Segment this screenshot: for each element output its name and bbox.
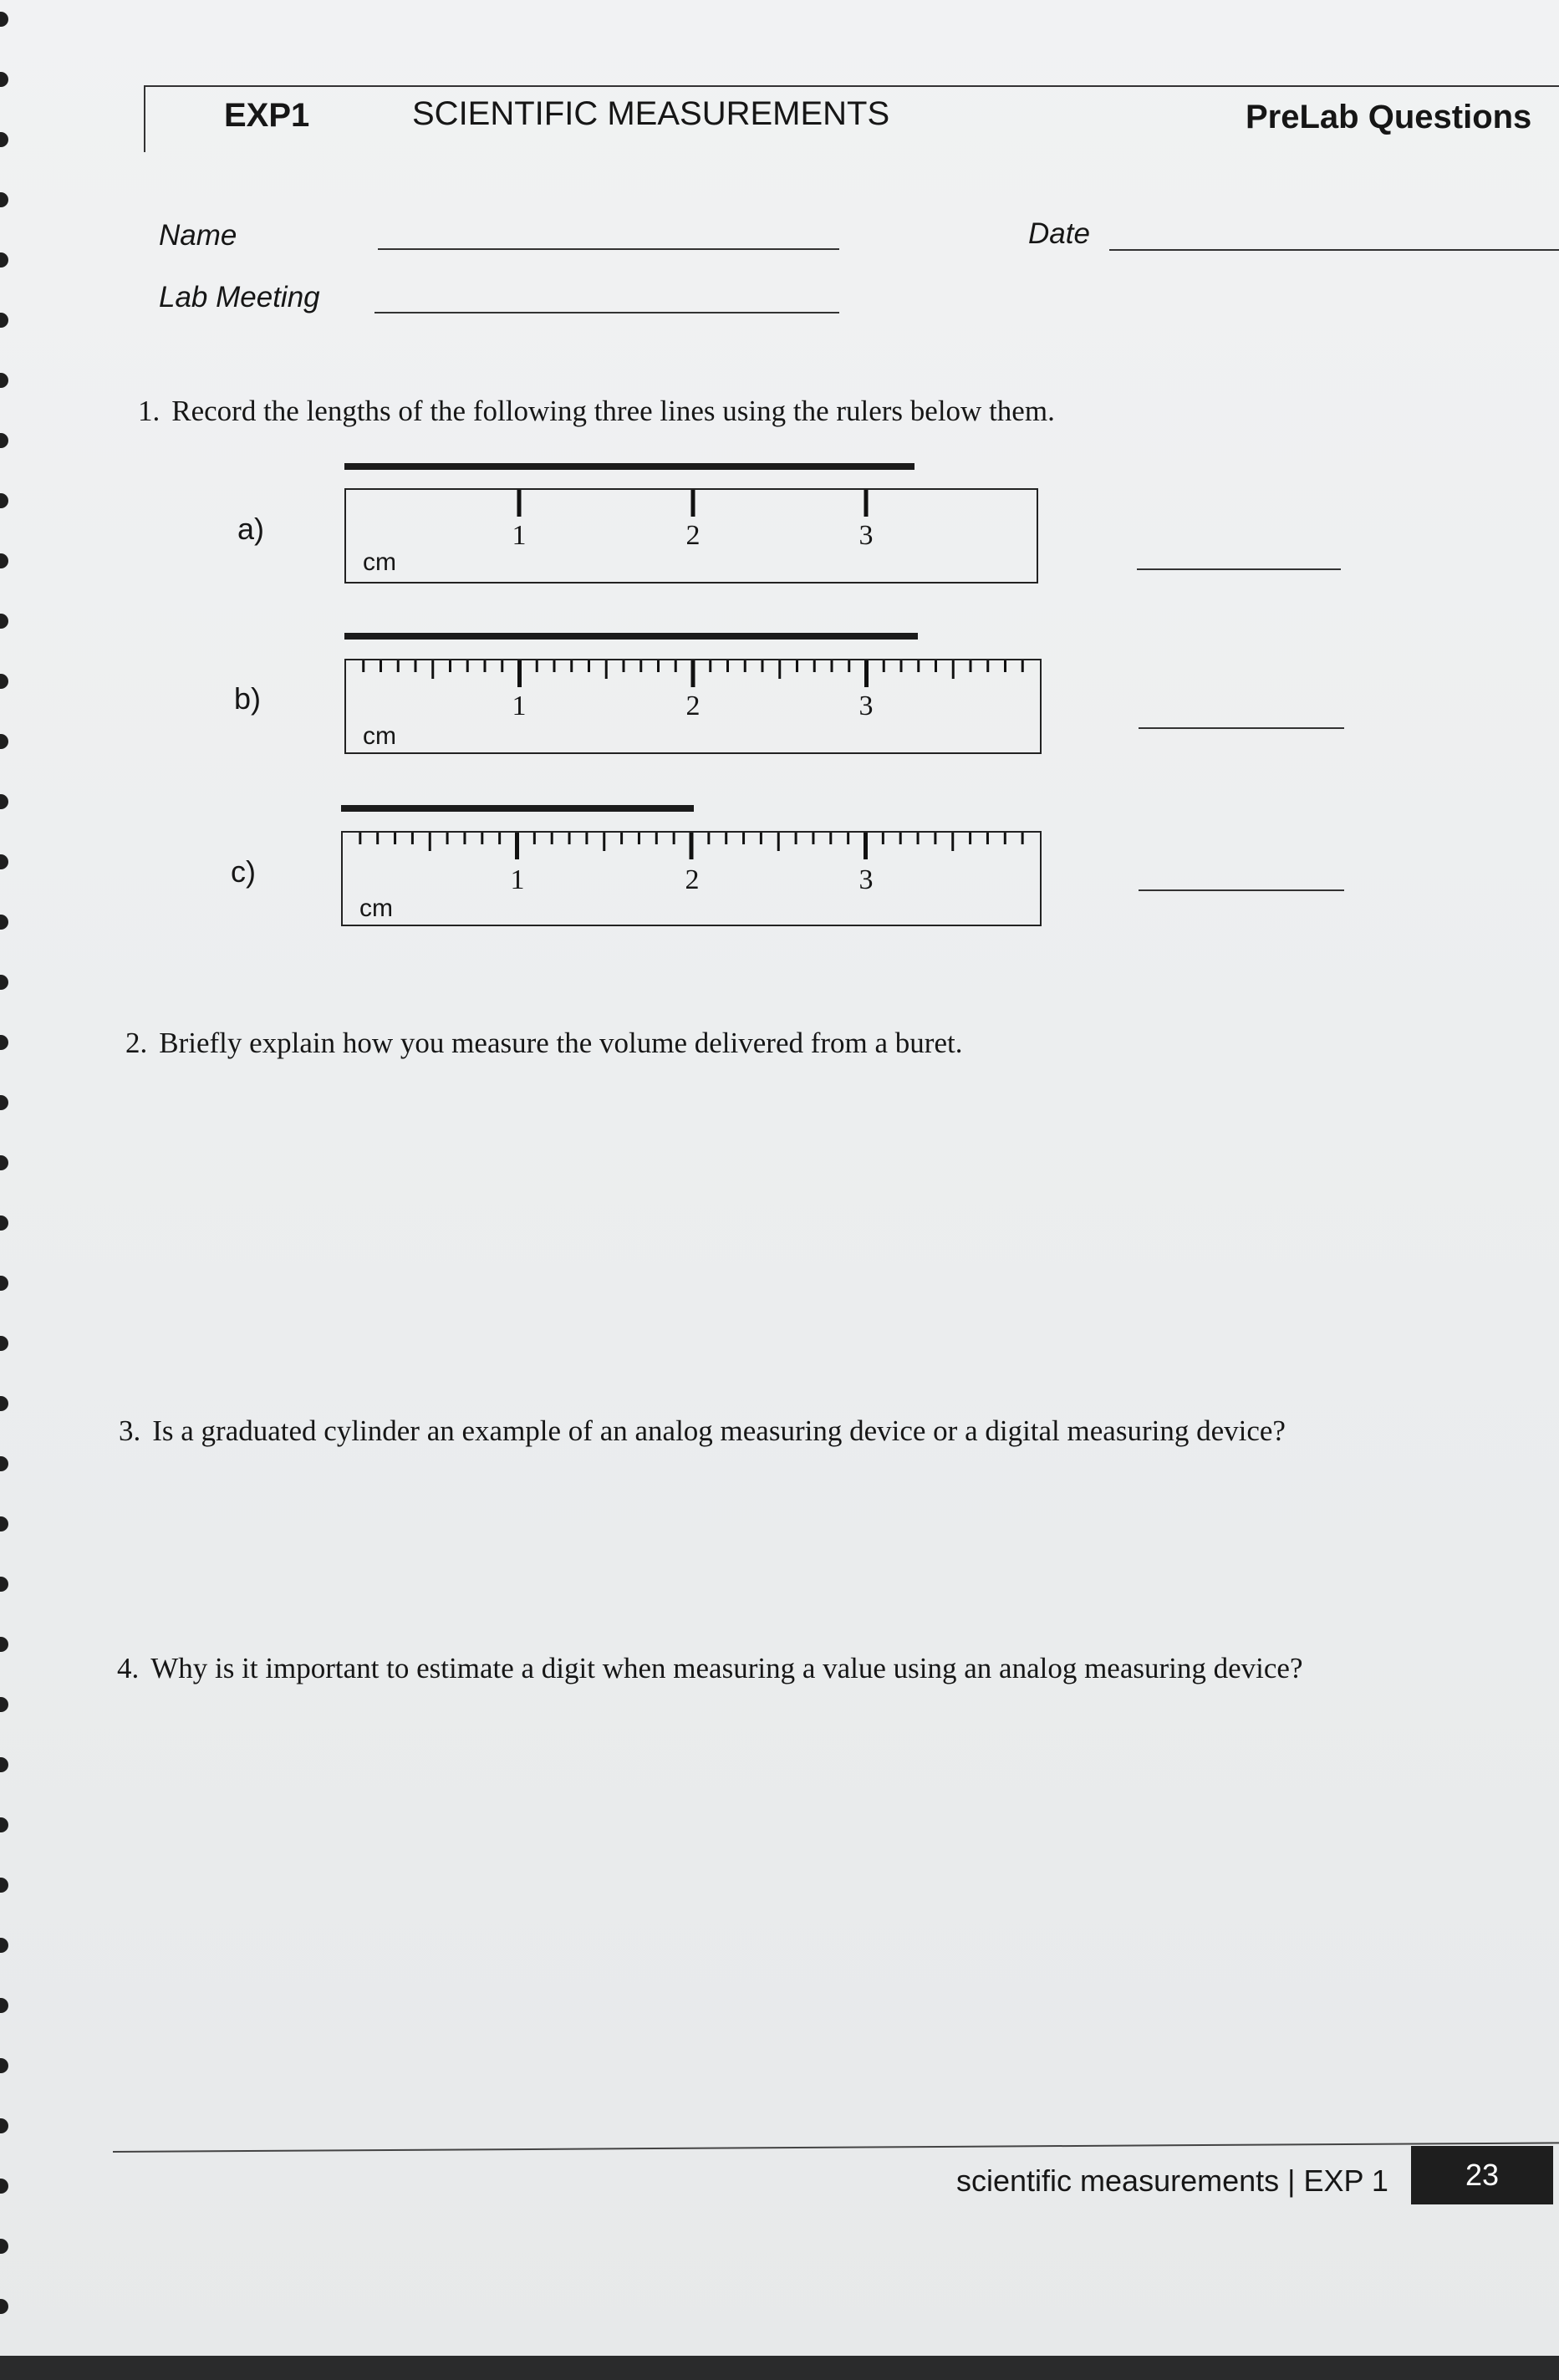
question-2 bbox=[125, 1027, 962, 1060]
line-c bbox=[341, 805, 694, 812]
ruler-c-unit: cm bbox=[359, 894, 393, 922]
ruler-a-tick-2: 2 bbox=[685, 520, 701, 551]
date-blank[interactable] bbox=[1109, 249, 1559, 251]
ruler-b-tick-3: 3 bbox=[858, 691, 874, 721]
table-edge bbox=[0, 2356, 1559, 2380]
ruler-b-tick-2: 2 bbox=[685, 691, 701, 721]
ruler-a-unit: cm bbox=[363, 548, 396, 576]
ruler-c bbox=[341, 831, 1042, 926]
ruler-b-tick-1: 1 bbox=[512, 691, 527, 721]
ruler-c-tick-2: 2 bbox=[685, 864, 700, 895]
question-4-number: 4. bbox=[117, 1652, 140, 1684]
line-a bbox=[344, 463, 915, 470]
line-b bbox=[344, 633, 918, 640]
question-4-text: Why is it important to estimate a digit when measuring a value using an analog measuring device? bbox=[150, 1652, 1303, 1684]
question-2-text: Briefly explain how you measure the volume delivered from a buret. bbox=[159, 1027, 963, 1059]
ruler-c-tick-1: 1 bbox=[510, 864, 525, 895]
part-a-label: a) bbox=[237, 512, 265, 546]
part-c-label: c) bbox=[231, 854, 256, 889]
question-3-text: Is a graduated cylinder an example of an analog measuring device or a digital measuring device? bbox=[152, 1414, 1286, 1447]
question-1-number: 1. bbox=[138, 395, 160, 427]
lab-meeting-label: Lab Meeting bbox=[159, 281, 320, 313]
answer-c-blank[interactable] bbox=[1139, 889, 1344, 891]
binding-holes bbox=[0, 0, 12, 2380]
answer-a-blank[interactable] bbox=[1137, 568, 1341, 570]
name-blank[interactable] bbox=[378, 248, 839, 250]
question-4 bbox=[117, 1652, 1302, 1685]
question-3-number: 3. bbox=[119, 1414, 141, 1447]
question-2-number: 2. bbox=[125, 1027, 148, 1059]
name-label: Name bbox=[159, 219, 237, 252]
ruler-b-unit: cm bbox=[363, 722, 396, 750]
experiment-title: SCIENTIFIC MEASUREMENTS bbox=[412, 95, 890, 132]
question-1-text: Record the lengths of the following three lines using the rulers below them. bbox=[171, 395, 1055, 427]
experiment-code: EXP1 bbox=[224, 97, 310, 134]
question-1 bbox=[138, 395, 1055, 428]
question-3 bbox=[119, 1414, 1286, 1448]
page-number: 23 bbox=[1411, 2146, 1553, 2204]
ruler-a bbox=[344, 488, 1038, 584]
ruler-c-tick-3: 3 bbox=[858, 864, 874, 895]
answer-b-blank[interactable] bbox=[1139, 727, 1344, 729]
section-title: PreLab Questions bbox=[1246, 99, 1532, 135]
part-b-label: b) bbox=[234, 681, 262, 716]
footer-text: scientific measurements | EXP 1 bbox=[956, 2163, 1388, 2198]
date-label: Date bbox=[1028, 217, 1090, 250]
ruler-b bbox=[344, 659, 1042, 754]
lab-meeting-blank[interactable] bbox=[374, 312, 839, 313]
ruler-a-tick-1: 1 bbox=[512, 520, 527, 551]
footer-rule bbox=[113, 2142, 1559, 2153]
ruler-a-tick-3: 3 bbox=[858, 520, 874, 551]
